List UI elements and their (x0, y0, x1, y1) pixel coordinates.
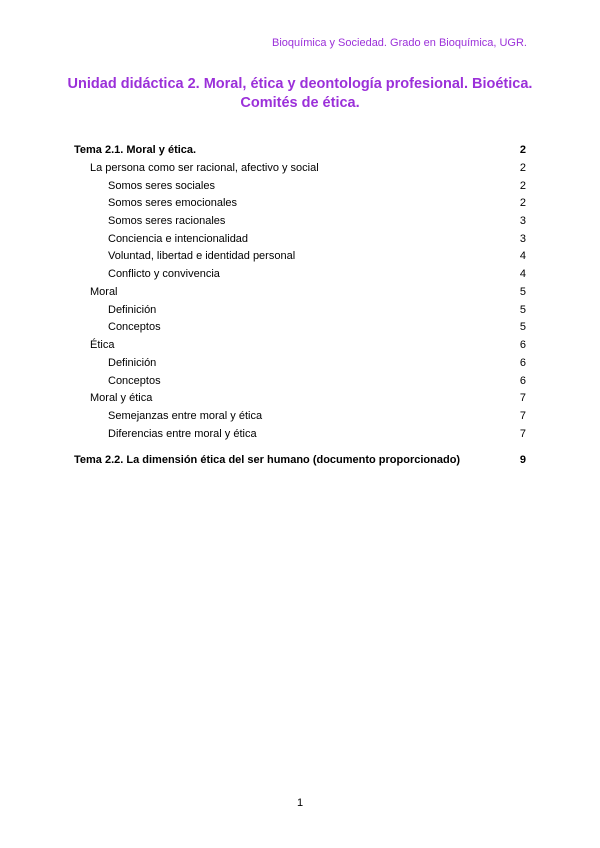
toc-entry[interactable] (74, 284, 526, 300)
toc-entry[interactable] (74, 373, 526, 389)
toc-entry-page: 7 (519, 428, 526, 440)
toc-entry-page: 3 (519, 215, 526, 227)
toc-entry[interactable] (74, 160, 526, 176)
page-number: 1 (296, 797, 304, 809)
toc-entry[interactable] (74, 213, 526, 229)
toc-entry-page: 4 (519, 268, 526, 280)
toc-entry-page: 9 (519, 454, 526, 466)
toc-entry-page: 7 (519, 392, 526, 404)
toc-entry-label: Moral (90, 286, 118, 298)
toc-entry-page: 5 (519, 304, 526, 316)
toc-entry-page: 7 (519, 410, 526, 422)
toc-entry-label: Tema 2.2. La dimensión ética del ser humano (documento proporcionado) (74, 454, 461, 466)
toc-entry[interactable] (74, 231, 526, 247)
toc-entry-page: 6 (519, 339, 526, 351)
toc-entry[interactable] (74, 195, 526, 211)
toc-entry-page: 2 (519, 180, 526, 192)
toc-entry-label: Somos seres racionales (108, 215, 226, 227)
toc-entry[interactable] (74, 390, 526, 406)
toc-entry[interactable] (74, 408, 526, 424)
toc-entry-label: Voluntad, libertad e identidad personal (108, 250, 296, 262)
toc-entry-label: Conflicto y convivencia (108, 268, 220, 280)
toc-entry-page: 3 (519, 233, 526, 245)
toc-entry[interactable] (74, 302, 526, 318)
toc-entry-page: 2 (519, 144, 526, 156)
toc-entry[interactable] (74, 355, 526, 371)
toc-entry-label: La persona como ser racional, afectivo y social (90, 162, 319, 174)
toc-entry-page: 2 (519, 197, 526, 209)
toc-entry[interactable] (74, 452, 526, 468)
title-line-2: Comités de ética. (240, 95, 360, 111)
toc-entry[interactable] (74, 178, 526, 194)
running-header: Bioquímica y Sociedad. Grado en Bioquímica, UGR. (272, 37, 527, 49)
toc-entry-label: Somos seres sociales (108, 180, 215, 192)
toc-entry-label: Conciencia e intencionalidad (108, 233, 249, 245)
toc-entry-label: Moral y ética (90, 392, 153, 404)
document-title (60, 75, 540, 113)
toc-entry-page: 6 (519, 357, 526, 369)
toc-entry-label: Definición (108, 357, 157, 369)
toc-entry[interactable] (74, 142, 526, 158)
toc-entry-label: Tema 2.1. Moral y ética. (74, 144, 197, 156)
toc-entry[interactable] (74, 337, 526, 353)
toc-entry-page: 2 (519, 162, 526, 174)
toc-entry-label: Semejanzas entre moral y ética (108, 410, 263, 422)
toc-entry[interactable] (74, 248, 526, 264)
toc-entry-label: Ética (90, 339, 115, 351)
toc-entry-label: Somos seres emocionales (108, 197, 238, 209)
toc-entry-page: 6 (519, 375, 526, 387)
toc-entry-label: Definición (108, 304, 157, 316)
toc-entry-page: 5 (519, 321, 526, 333)
toc-entry-label: Diferencias entre moral y ética (108, 428, 257, 440)
toc-entry[interactable] (74, 319, 526, 335)
toc-entry[interactable] (74, 266, 526, 282)
toc-entry-page: 4 (519, 250, 526, 262)
toc-entry-label: Conceptos (108, 375, 161, 387)
toc-entry[interactable] (74, 426, 526, 442)
title-line-1: Unidad didáctica 2. Moral, ética y deontología profesional. Bioética. (67, 76, 533, 92)
toc-entry-page: 5 (519, 286, 526, 298)
toc-entry-label: Conceptos (108, 321, 161, 333)
